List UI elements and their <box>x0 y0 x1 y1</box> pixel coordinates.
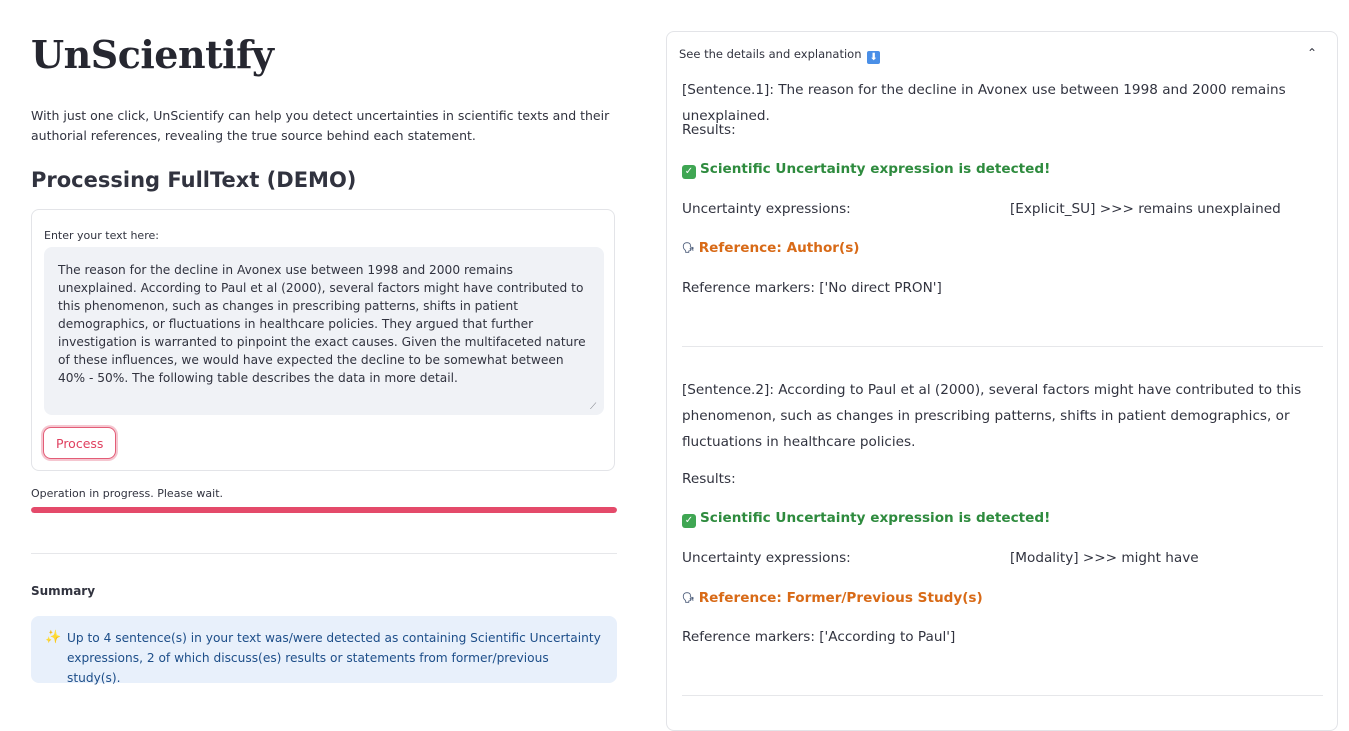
sentence-2-markers: Reference markers: ['According to Paul'] <box>682 629 956 645</box>
summary-text: Up to 4 sentence(s) in your text was/were detected as containing Scientific Uncertainty expressions, 2 of which discuss(es) results or statements from former/previous study(s). <box>67 631 601 685</box>
sentence-1-expr-value: [Explicit_SU] >>> remains unexplained <box>1010 201 1281 217</box>
download-icon: ⬇ <box>867 51 880 64</box>
speaking-head-icon: 🗣 <box>682 593 695 604</box>
sentence-1-reference: 🗣 Reference: Author(s) <box>682 235 860 262</box>
check-icon: ✓ <box>682 165 696 179</box>
sentence-2-expr-label: Uncertainty expressions: <box>682 550 851 566</box>
text-input-area[interactable] <box>44 247 604 415</box>
intro-text: With just one click, UnScientify can help you detect uncertainties in scientific texts and their authorial references, revealing the true source behind each statement. <box>31 108 610 143</box>
summary-heading: Summary <box>31 584 96 598</box>
sentence-1-detected: ✓ Scientific Uncertainty expression is detected! <box>682 156 1050 182</box>
details-header-label: See the details and explanation <box>679 47 862 61</box>
details-expander-header[interactable] <box>679 47 880 64</box>
sentence-1-markers: Reference markers: ['No direct PRON'] <box>682 280 942 296</box>
sentence-2-results-label: Results: <box>682 471 736 487</box>
divider <box>682 346 1323 347</box>
speaking-head-icon: 🗣 <box>682 243 695 254</box>
sentence-2-reference: 🗣 Reference: Former/Previous Study(s) <box>682 585 983 612</box>
sentence-1-text: [Sentence.1]: The reason for the decline in Avonex use between 1998 and 2000 remains unexplained. <box>682 82 1286 124</box>
text-input-label: Enter your text here: <box>44 229 159 242</box>
app-title: UnScientify <box>31 32 274 77</box>
summary-info-box <box>31 616 617 683</box>
details-expander <box>666 31 1338 731</box>
progress-bar <box>31 507 617 513</box>
progress-bar-fill <box>31 507 617 513</box>
sentence-2-text: [Sentence.2]: According to Paul et al (2000), several factors might have contributed to this phenomenon, such as changes in prescribing patterns, shifts in patient demographics, or fluctuations in healthcare policies. <box>682 382 1302 450</box>
sentence-1-expr-label: Uncertainty expressions: <box>682 201 851 217</box>
process-button[interactable]: Process <box>43 427 116 459</box>
sentence-2-expr-value: [Modality] >>> might have <box>1010 550 1199 566</box>
sentence-1-results-label: Results: <box>682 122 736 138</box>
text-input-form <box>31 209 615 471</box>
check-icon: ✓ <box>682 514 696 528</box>
sparkle-icon: ✨ <box>45 630 62 645</box>
section-title: Processing FullText (DEMO) <box>31 168 357 192</box>
chevron-up-icon[interactable]: ⌃ <box>1306 46 1317 60</box>
divider <box>682 695 1323 696</box>
sentence-2-detected: ✓ Scientific Uncertainty expression is detected! <box>682 505 1050 531</box>
progress-status-text: Operation in progress. Please wait. <box>31 487 224 500</box>
divider <box>31 553 617 554</box>
resize-handle-icon[interactable]: ⟋ <box>590 402 597 412</box>
